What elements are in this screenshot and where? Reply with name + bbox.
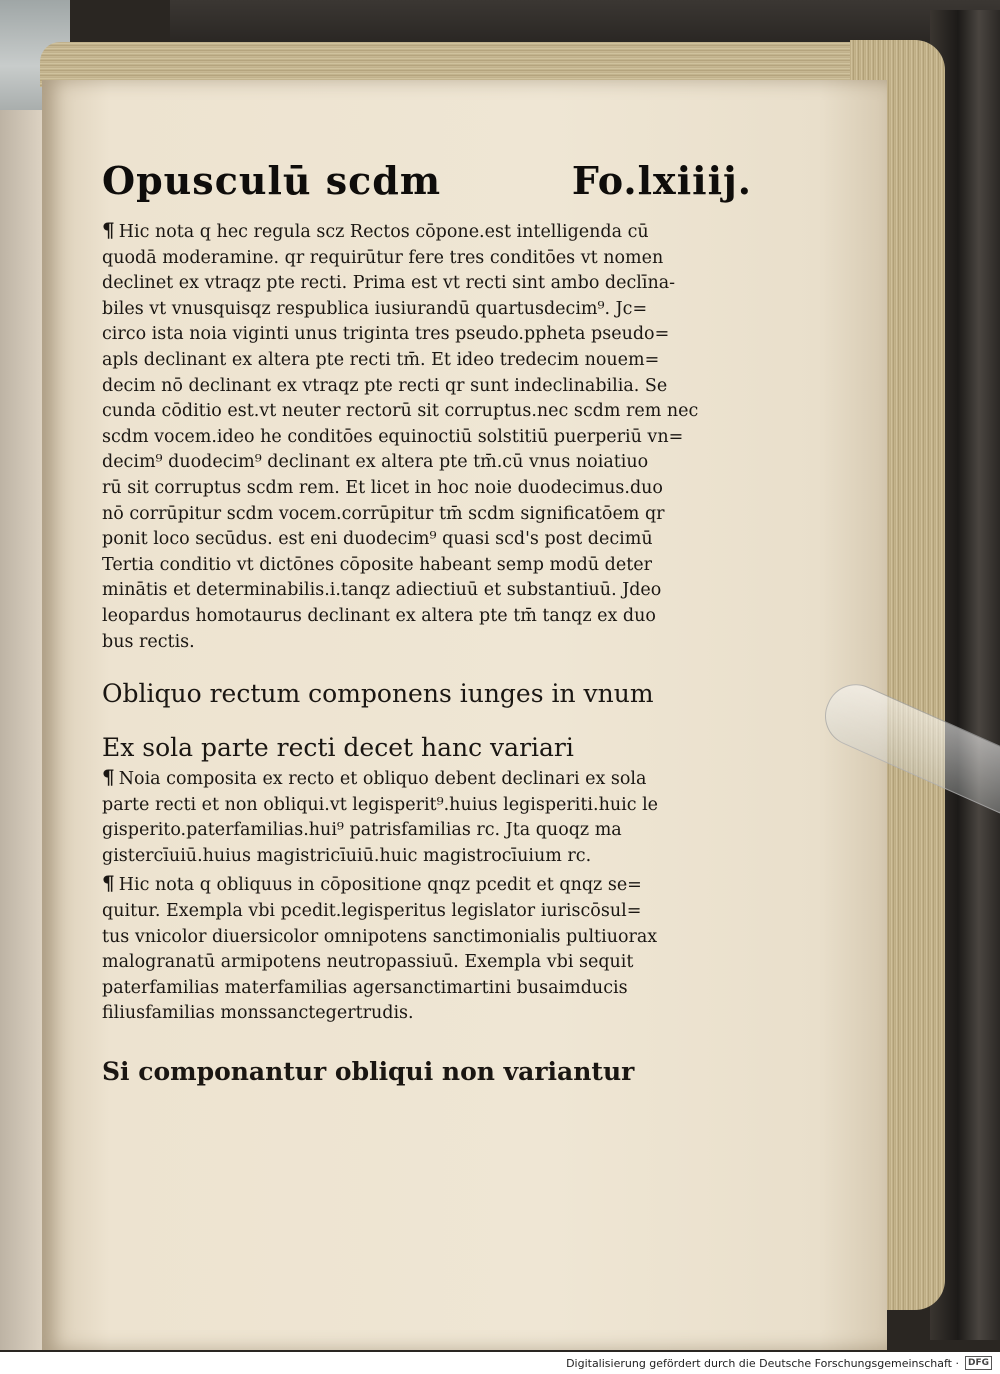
pilcrow-icon: ¶	[102, 765, 115, 790]
text-line: decim nō declinant ex vtraqz pte recti qr sunt indeclinabilia. Se	[102, 375, 668, 396]
text-line: leopardus homotaurus declinant ex altera pte tm̄ tanqz ex duo	[102, 605, 656, 626]
text-line: scdm vocem.ideo he conditōes equinoctiū solstitiū puerperiū vn=	[102, 426, 684, 447]
text-line: bus rectis.	[102, 631, 195, 652]
text-line: malogranatū armipotens neutropassiuū. Exempla vbi sequit	[102, 952, 634, 973]
text-line: quodā moderamine. qr requirūtur fere tres conditōes vt nomen	[102, 247, 664, 268]
text-line: ¶ Noia composita ex recto et obliquo debent declinari ex sola	[102, 765, 647, 790]
running-header	[102, 158, 752, 218]
text-line: parte recti et non obliqui.vt legisperit⁹.huius legisperiti.huic le	[102, 794, 659, 815]
text-line: quitur. Exempla vbi pcedit.legisperitus legislator iuriscōsul=	[102, 901, 642, 922]
footer-bar	[0, 1352, 1000, 1374]
paragraph-3	[102, 871, 752, 1027]
funding-credit: Digitalisierung gefördert durch die Deutsche Forschungsgemeinschaft ·	[566, 1356, 959, 1370]
text-line: nō corrūpitur scdm vocem.corrūpitur tm̄ scdm significatōem qr	[102, 503, 665, 524]
verse-rule-2: Ex sola parte recti decet hanc variari	[102, 733, 574, 763]
folio-number: Fo.lxiiij.	[571, 158, 752, 203]
text-line: cunda cōditio est.vt neuter rectorū sit corruptus.nec scdm rem nec	[102, 401, 699, 422]
paragraph-2	[102, 765, 752, 869]
verse-rule-3: Si componantur obliqui non variantur	[102, 1057, 635, 1087]
text-line: decim⁹ duodecim⁹ declinant ex altera pte tm̄.cū vnus noiatiuo	[102, 452, 649, 473]
pilcrow-icon: ¶	[102, 871, 115, 896]
text-line: Tertia conditio vt dictōnes cōposite habeant semp modū deter	[102, 554, 652, 575]
dfg-logo: DFG	[965, 1356, 992, 1370]
text-line: paterfamilias materfamilias agersanctimartini busaimducis	[102, 977, 628, 998]
text-line: declinet ex vtraqz pte recti. Prima est vt recti sint ambo declīna-	[102, 273, 676, 294]
text-block	[102, 158, 752, 1089]
pilcrow-icon: ¶	[102, 218, 115, 242]
text-line: tus vnicolor diuersicolor omnipotens sanctimonialis pultiuorax	[102, 926, 658, 947]
text-line: ¶ Hic nota q obliquus in cōpositione qnqz pcedit et qnqz se=	[102, 871, 642, 896]
running-title: Opusculū scdm	[102, 158, 442, 203]
verse-rule-1: Obliquo rectum componens iunges in vnum	[102, 679, 654, 709]
text-line: ¶ Hic nota q hec regula scz Rectos cōpone.est intelligenda cū	[102, 218, 649, 242]
text-line: filiusfamilias monssanctegertrudis.	[102, 1003, 414, 1024]
text-line: ponit loco secūdus. est eni duodecim⁹ quasi scd's post decimū	[102, 529, 653, 550]
text-line: gistercīuiū.huius magistricīuiū.huic magistrocīuium rc.	[102, 845, 592, 866]
text-line: gisperito.paterfamilias.hui⁹ patrisfamilias rc. Jta quoqz ma	[102, 820, 622, 841]
text-line: circo ista noia viginti unus triginta tres pseudo.ppheta pseudo=	[102, 324, 670, 345]
text-line: apls declinant ex altera pte recti tm̄. Et ideo tredecim nouem=	[102, 349, 660, 370]
text-line: rū sit corruptus scdm rem. Et licet in hoc noie duodecimus.duo	[102, 477, 663, 498]
text-line: minātis et determinabilis.i.tanqz adiectiuū et substantiuū. Jdeo	[102, 580, 662, 601]
paragraph-1	[102, 218, 752, 655]
text-line: biles vt vnusquisqz respublica iusiurandū quartusdecim⁹. Jc=	[102, 298, 648, 319]
